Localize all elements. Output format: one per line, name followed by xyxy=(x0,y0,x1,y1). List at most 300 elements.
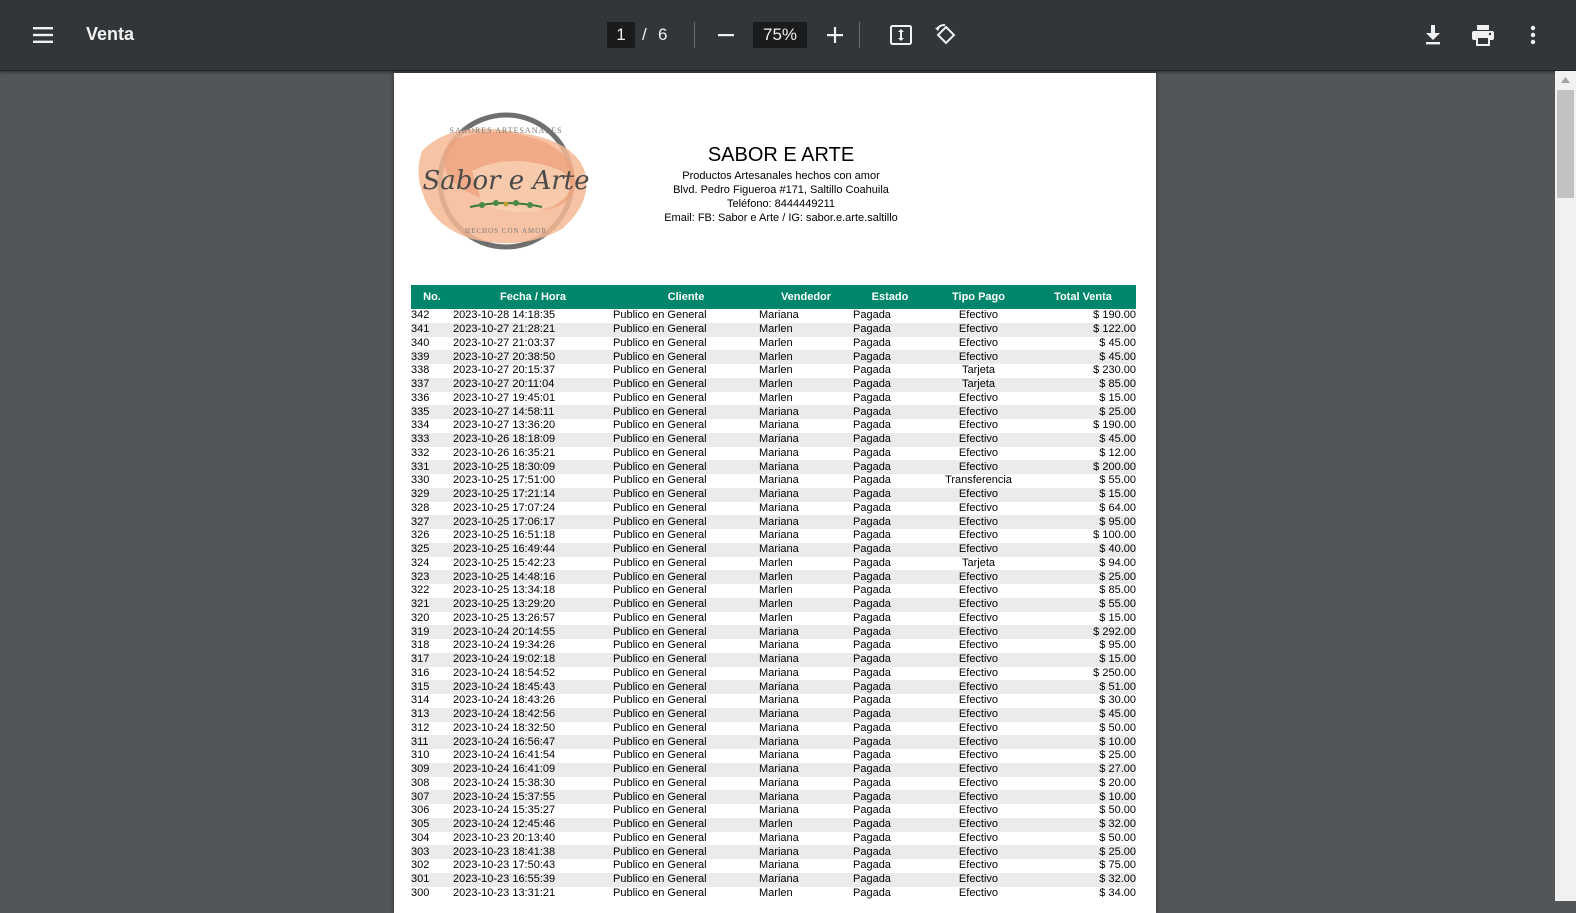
cell-payment-type: Efectivo xyxy=(927,570,1030,584)
cell-no: 318 xyxy=(411,639,430,652)
toolbar-divider xyxy=(859,22,860,48)
cell-date: 2023-10-23 16:55:39 xyxy=(453,873,613,887)
cell-payment-type: Efectivo xyxy=(958,886,999,899)
cell-date: 2023-10-24 18:54:52 xyxy=(453,666,556,679)
cell-date: 2023-10-27 20:15:37 xyxy=(453,364,556,377)
page-separator: / xyxy=(642,25,647,44)
table-row xyxy=(411,708,1136,722)
logo-arc-top: SABORES ARTESANALES xyxy=(449,126,563,135)
cell-date: 2023-10-24 18:45:43 xyxy=(453,680,613,694)
cell-payment-type: Efectivo xyxy=(958,584,999,597)
cell-client: Publico en General xyxy=(613,721,707,734)
cell-client: Publico en General xyxy=(613,763,759,777)
cell-client: Publico en General xyxy=(613,529,707,542)
cell-total: $ 50.00 xyxy=(1099,804,1136,817)
cell-date: 2023-10-27 20:38:50 xyxy=(453,350,613,364)
table-row xyxy=(411,845,1136,859)
cell-date: 2023-10-23 18:41:38 xyxy=(453,845,613,859)
cell-no: 314 xyxy=(411,694,430,707)
cell-total: $ 75.00 xyxy=(1099,859,1136,872)
cell-date: 2023-10-25 17:51:00 xyxy=(453,474,556,487)
cell-status: Pagada xyxy=(853,446,891,459)
cell-seller: Mariana xyxy=(759,845,853,859)
logo-arc-bottom: HECHOS CON AMOR xyxy=(465,227,547,235)
cell-payment-type: Efectivo xyxy=(927,653,1030,667)
cell-no: 308 xyxy=(411,776,430,789)
cell-seller: Mariana xyxy=(759,474,799,487)
rotate-button[interactable] xyxy=(929,18,963,52)
cell-seller: Mariana xyxy=(759,790,853,804)
scroll-up-arrow-icon[interactable] xyxy=(1555,71,1576,88)
cell-total: $ 12.00 xyxy=(1099,446,1136,459)
cell-date: 2023-10-25 14:48:16 xyxy=(453,570,613,584)
table-row xyxy=(411,584,1136,598)
table-row xyxy=(411,694,1136,708)
cell-payment-type: Efectivo xyxy=(927,625,1030,639)
cell-client: Publico en General xyxy=(613,598,759,612)
table-row xyxy=(411,447,1136,461)
cell-payment-type: Efectivo xyxy=(927,543,1030,557)
cell-status: Pagada xyxy=(853,515,927,529)
cell-date: 2023-10-24 12:45:46 xyxy=(453,818,613,832)
cell-seller: Marlen xyxy=(759,336,793,349)
cell-status: Pagada xyxy=(853,419,891,432)
cell-total: $ 55.00 xyxy=(1030,598,1136,612)
table-row xyxy=(411,323,1136,337)
cell-status: Pagada xyxy=(853,611,891,624)
column-header-payment-type: Tipo Pago xyxy=(927,285,1030,309)
cell-payment-type: Efectivo xyxy=(958,391,999,404)
cell-date: 2023-10-23 13:31:21 xyxy=(453,886,556,899)
cell-status: Pagada xyxy=(853,873,927,887)
cell-client: Publico en General xyxy=(613,433,759,447)
cell-status: Pagada xyxy=(853,886,891,899)
cell-seller: Mariana xyxy=(759,639,799,652)
cell-no: 316 xyxy=(411,666,430,679)
cell-payment-type: Efectivo xyxy=(927,598,1030,612)
cell-total: $ 27.00 xyxy=(1030,763,1136,777)
cell-payment-type: Efectivo xyxy=(958,804,999,817)
table-row xyxy=(411,529,1136,543)
table-row xyxy=(411,639,1136,653)
column-header-status: Estado xyxy=(853,285,927,309)
cell-date: 2023-10-24 16:56:47 xyxy=(453,735,613,749)
cell-client: Publico en General xyxy=(613,570,759,584)
cell-total: $ 32.00 xyxy=(1030,873,1136,887)
cell-status: Pagada xyxy=(853,776,891,789)
table-row xyxy=(411,350,1136,364)
print-icon xyxy=(1471,24,1495,46)
cell-total: $ 20.00 xyxy=(1099,776,1136,789)
cell-status: Pagada xyxy=(853,556,891,569)
cell-status: Pagada xyxy=(853,378,927,392)
table-row xyxy=(411,392,1136,406)
cell-payment-type: Efectivo xyxy=(958,501,999,514)
cell-no: 322 xyxy=(411,584,430,597)
cell-seller: Marlen xyxy=(759,378,853,392)
table-row xyxy=(411,502,1136,516)
cell-total: $ 25.00 xyxy=(1030,405,1136,419)
cell-date: 2023-10-24 19:02:18 xyxy=(453,653,613,667)
cell-no: 300 xyxy=(411,886,430,899)
table-row xyxy=(411,557,1136,571)
cell-client: Publico en General xyxy=(613,350,759,364)
cell-date: 2023-10-25 18:30:09 xyxy=(453,460,613,474)
zoom-out-button[interactable] xyxy=(709,18,743,52)
cell-date: 2023-10-25 17:07:24 xyxy=(453,501,556,514)
company-logo xyxy=(412,111,598,251)
more-options-button[interactable] xyxy=(1516,18,1550,52)
sales-table xyxy=(411,285,1136,900)
cell-no: 324 xyxy=(411,556,430,569)
table-row xyxy=(411,859,1136,873)
cell-client: Publico en General xyxy=(613,694,707,707)
table-row xyxy=(411,832,1136,846)
table-row xyxy=(411,653,1136,667)
toolbar-divider xyxy=(694,22,695,48)
cell-total: $ 292.00 xyxy=(1030,625,1136,639)
vertical-scrollbar[interactable] xyxy=(1555,71,1576,901)
cell-status: Pagada xyxy=(853,708,927,722)
table-row xyxy=(411,680,1136,694)
cell-no: 326 xyxy=(411,529,430,542)
table-row xyxy=(411,474,1136,488)
cell-no: 317 xyxy=(411,653,453,667)
cell-date: 2023-10-24 19:34:26 xyxy=(453,639,556,652)
cell-total: $ 30.00 xyxy=(1099,694,1136,707)
cell-seller: Mariana xyxy=(759,309,799,322)
column-header-date: Fecha / Hora xyxy=(453,285,613,309)
cell-total: $ 40.00 xyxy=(1030,543,1136,557)
cell-no: 309 xyxy=(411,763,453,777)
table-row xyxy=(411,625,1136,639)
cell-no: 320 xyxy=(411,611,430,624)
cell-client: Publico en General xyxy=(613,735,759,749)
cell-payment-type: Efectivo xyxy=(958,419,999,432)
company-tagline: Productos Artesanales hechos con amor xyxy=(682,170,880,182)
cell-status: Pagada xyxy=(853,350,927,364)
cell-total: $ 45.00 xyxy=(1030,708,1136,722)
cell-date: 2023-10-25 17:06:17 xyxy=(453,515,613,529)
cell-client: Publico en General xyxy=(613,378,759,392)
cell-seller: Marlen xyxy=(759,556,793,569)
cell-date: 2023-10-25 13:29:20 xyxy=(453,598,613,612)
cell-total: $ 200.00 xyxy=(1030,460,1136,474)
cell-payment-type: Efectivo xyxy=(958,611,999,624)
table-row xyxy=(411,735,1136,749)
cell-status: Pagada xyxy=(853,859,891,872)
cell-no: 305 xyxy=(411,818,453,832)
company-phone: Teléfono: 8444449211 xyxy=(726,198,836,210)
cell-client: Publico en General xyxy=(613,584,707,597)
cell-client: Publico en General xyxy=(613,776,707,789)
cell-total: $ 10.00 xyxy=(1030,735,1136,749)
cell-total: $ 95.00 xyxy=(1030,515,1136,529)
cell-date: 2023-10-24 16:41:09 xyxy=(453,763,613,777)
cell-total: $ 45.00 xyxy=(1030,433,1136,447)
cell-total: $ 100.00 xyxy=(1093,529,1136,542)
cell-date: 2023-10-23 17:50:43 xyxy=(453,859,556,872)
cell-client: Publico en General xyxy=(613,680,759,694)
fit-to-page-button[interactable] xyxy=(884,18,918,52)
cell-seller: Mariana xyxy=(759,804,799,817)
table-row xyxy=(411,777,1136,791)
cell-seller: Marlen xyxy=(759,598,853,612)
cell-no: 330 xyxy=(411,474,430,487)
cell-no: 340 xyxy=(411,336,430,349)
cell-client: Publico en General xyxy=(613,336,707,349)
cell-seller: Mariana xyxy=(759,501,799,514)
cell-no: 321 xyxy=(411,598,453,612)
cell-total: $ 50.00 xyxy=(1099,831,1136,844)
rotate-icon xyxy=(934,23,958,47)
table-row xyxy=(411,378,1136,392)
cell-status: Pagada xyxy=(853,323,927,337)
cell-total: $ 230.00 xyxy=(1093,364,1136,377)
cell-total: $ 25.00 xyxy=(1099,749,1136,762)
cell-payment-type: Tarjeta xyxy=(961,364,996,377)
cell-total: $ 15.00 xyxy=(1099,611,1136,624)
cell-date: 2023-10-24 15:38:30 xyxy=(453,776,556,789)
cell-no: 313 xyxy=(411,708,453,722)
cell-date: 2023-10-26 18:18:09 xyxy=(453,433,613,447)
cell-status: Pagada xyxy=(853,831,891,844)
cell-payment-type: Efectivo xyxy=(958,336,999,349)
cell-date: 2023-10-24 15:37:55 xyxy=(453,790,613,804)
cell-date: 2023-10-23 20:13:40 xyxy=(453,831,556,844)
print-button[interactable] xyxy=(1466,18,1500,52)
cell-total: $ 34.00 xyxy=(1099,886,1136,899)
table-row xyxy=(411,419,1136,433)
cell-no: 315 xyxy=(411,680,453,694)
fit-to-page-icon xyxy=(889,24,913,46)
download-icon xyxy=(1423,24,1443,46)
cell-status: Pagada xyxy=(853,570,927,584)
cell-payment-type: Efectivo xyxy=(958,776,999,789)
cell-date: 2023-10-25 13:26:57 xyxy=(453,611,556,624)
pdf-page xyxy=(394,73,1156,913)
cell-total: $ 32.00 xyxy=(1030,818,1136,832)
cell-no: 337 xyxy=(411,378,453,392)
table-row xyxy=(411,598,1136,612)
cell-client: Publico en General xyxy=(613,804,707,817)
cell-client: Publico en General xyxy=(613,446,707,459)
cell-status: Pagada xyxy=(853,763,927,777)
cell-seller: Mariana xyxy=(759,446,799,459)
cell-date: 2023-10-27 14:58:11 xyxy=(453,405,613,419)
cell-seller: Mariana xyxy=(759,433,853,447)
cell-status: Pagada xyxy=(853,694,891,707)
table-row xyxy=(411,667,1136,681)
cell-seller: Mariana xyxy=(759,763,853,777)
cell-client: Publico en General xyxy=(613,873,759,887)
cell-payment-type: Efectivo xyxy=(958,831,999,844)
cell-status: Pagada xyxy=(853,790,927,804)
cell-date: 2023-10-25 16:49:44 xyxy=(453,543,613,557)
cell-seller: Mariana xyxy=(759,721,799,734)
zoom-in-button[interactable] xyxy=(818,18,852,52)
cell-payment-type: Efectivo xyxy=(927,350,1030,364)
cell-total: $ 85.00 xyxy=(1030,378,1136,392)
cell-seller: Marlen xyxy=(759,391,793,404)
cell-client: Publico en General xyxy=(613,323,759,337)
document-title: Venta xyxy=(86,24,135,44)
table-row xyxy=(411,405,1136,419)
cell-no: 312 xyxy=(411,721,430,734)
table-body xyxy=(411,309,1136,900)
cell-total: $ 51.00 xyxy=(1030,680,1136,694)
cell-seller: Mariana xyxy=(759,666,799,679)
cell-client: Publico en General xyxy=(613,611,707,624)
cell-payment-type: Efectivo xyxy=(927,818,1030,832)
cell-total: $ 64.00 xyxy=(1099,501,1136,514)
cell-date: 2023-10-27 21:03:37 xyxy=(453,336,556,349)
scrollbar-thumb[interactable] xyxy=(1557,90,1574,198)
total-pages: 6 xyxy=(658,25,668,44)
cell-no: 339 xyxy=(411,350,453,364)
cell-payment-type: Tarjeta xyxy=(961,556,996,569)
zoom-level-input[interactable]: 75% xyxy=(753,22,807,48)
hamburger-menu-icon[interactable] xyxy=(26,18,60,52)
cell-status: Pagada xyxy=(853,391,891,404)
plus-icon xyxy=(826,26,844,44)
cell-date: 2023-10-25 13:34:18 xyxy=(453,584,556,597)
cell-seller: Mariana xyxy=(759,625,853,639)
cell-payment-type: Efectivo xyxy=(927,323,1030,337)
cell-date: 2023-10-27 13:36:20 xyxy=(453,419,556,432)
cell-total: $ 25.00 xyxy=(1030,570,1136,584)
cell-status: Pagada xyxy=(853,584,891,597)
cell-seller: Mariana xyxy=(759,529,799,542)
cell-seller: Marlen xyxy=(759,570,853,584)
cell-seller: Mariana xyxy=(759,735,853,749)
cell-date: 2023-10-24 15:35:27 xyxy=(453,804,556,817)
cell-client: Publico en General xyxy=(613,405,759,419)
cell-total: $ 190.00 xyxy=(1093,419,1136,432)
cell-payment-type: Efectivo xyxy=(927,515,1030,529)
cell-no: 341 xyxy=(411,323,453,337)
cell-client: Publico en General xyxy=(613,309,707,322)
cell-client: Publico en General xyxy=(613,708,759,722)
table-row xyxy=(411,887,1136,901)
cell-payment-type: Efectivo xyxy=(927,460,1030,474)
cell-payment-type: Efectivo xyxy=(958,309,999,322)
table-row xyxy=(411,337,1136,351)
cell-date: 2023-10-25 16:51:18 xyxy=(453,529,556,542)
cell-client: Publico en General xyxy=(613,543,759,557)
table-row xyxy=(411,722,1136,736)
cell-payment-type: Efectivo xyxy=(927,735,1030,749)
company-email: Email: FB: Sabor e Arte / IG: sabor.e.arte.saltillo xyxy=(664,212,898,224)
cell-payment-type: Efectivo xyxy=(958,721,999,734)
cell-payment-type: Efectivo xyxy=(958,639,999,652)
cell-client: Publico en General xyxy=(613,419,707,432)
cell-no: 307 xyxy=(411,790,453,804)
cell-client: Publico en General xyxy=(613,859,707,872)
cell-no: 333 xyxy=(411,433,453,447)
cell-seller: Mariana xyxy=(759,873,853,887)
cell-status: Pagada xyxy=(853,405,927,419)
cell-date: 2023-10-25 15:42:23 xyxy=(453,556,556,569)
current-page-input[interactable]: 1 xyxy=(607,22,635,48)
cell-client: Publico en General xyxy=(613,749,707,762)
cell-client: Publico en General xyxy=(613,886,707,899)
cell-no: 301 xyxy=(411,873,453,887)
cell-client: Publico en General xyxy=(613,790,759,804)
cell-no: 325 xyxy=(411,543,453,557)
cell-no: 327 xyxy=(411,515,453,529)
cell-payment-type: Efectivo xyxy=(927,763,1030,777)
cell-client: Publico en General xyxy=(613,831,707,844)
cell-status: Pagada xyxy=(853,653,927,667)
download-button[interactable] xyxy=(1416,18,1450,52)
cell-no: 336 xyxy=(411,391,430,404)
cell-status: Pagada xyxy=(853,309,891,322)
cell-no: 342 xyxy=(411,309,430,322)
cell-status: Pagada xyxy=(853,543,927,557)
cell-date: 2023-10-24 18:32:50 xyxy=(453,721,556,734)
cell-payment-type: Efectivo xyxy=(958,446,999,459)
cell-payment-type: Efectivo xyxy=(927,845,1030,859)
cell-client: Publico en General xyxy=(613,666,707,679)
cell-total: $ 25.00 xyxy=(1030,845,1136,859)
cell-no: 328 xyxy=(411,501,430,514)
cell-status: Pagada xyxy=(853,336,891,349)
cell-total: $ 15.00 xyxy=(1099,391,1136,404)
table-row xyxy=(411,873,1136,887)
company-info xyxy=(644,143,918,225)
cell-no: 306 xyxy=(411,804,430,817)
cell-client: Publico en General xyxy=(613,556,707,569)
table-header-row xyxy=(411,285,1136,309)
cell-seller: Marlen xyxy=(759,886,793,899)
column-header-total: Total Venta xyxy=(1030,285,1136,309)
cell-no: 304 xyxy=(411,831,430,844)
cell-status: Pagada xyxy=(853,818,927,832)
cell-status: Pagada xyxy=(853,433,927,447)
cell-payment-type: Tarjeta xyxy=(927,378,1030,392)
cell-client: Publico en General xyxy=(613,364,707,377)
cell-seller: Mariana xyxy=(759,749,799,762)
cell-no: 335 xyxy=(411,405,453,419)
cell-no: 303 xyxy=(411,845,453,859)
cell-status: Pagada xyxy=(853,501,891,514)
cell-client: Publico en General xyxy=(613,818,759,832)
more-vertical-icon xyxy=(1529,25,1537,45)
cell-payment-type: Efectivo xyxy=(927,708,1030,722)
cell-date: 2023-10-25 17:21:14 xyxy=(453,488,613,502)
cell-total: $ 122.00 xyxy=(1030,323,1136,337)
column-header-no: No. xyxy=(411,285,453,309)
cell-total: $ 250.00 xyxy=(1093,666,1136,679)
table-row xyxy=(411,818,1136,832)
cell-total: $ 10.00 xyxy=(1030,790,1136,804)
table-row xyxy=(411,790,1136,804)
cell-payment-type: Efectivo xyxy=(958,859,999,872)
cell-status: Pagada xyxy=(853,804,891,817)
table-row xyxy=(411,364,1136,378)
cell-no: 323 xyxy=(411,570,453,584)
cell-seller: Mariana xyxy=(759,680,853,694)
table-row xyxy=(411,804,1136,818)
cell-status: Pagada xyxy=(853,749,891,762)
column-header-client: Cliente xyxy=(613,285,759,309)
cell-payment-type: Efectivo xyxy=(927,488,1030,502)
cell-date: 2023-10-24 20:14:55 xyxy=(453,625,613,639)
cell-no: 311 xyxy=(411,735,453,749)
cell-total: $ 15.00 xyxy=(1030,488,1136,502)
cell-payment-type: Efectivo xyxy=(958,529,999,542)
